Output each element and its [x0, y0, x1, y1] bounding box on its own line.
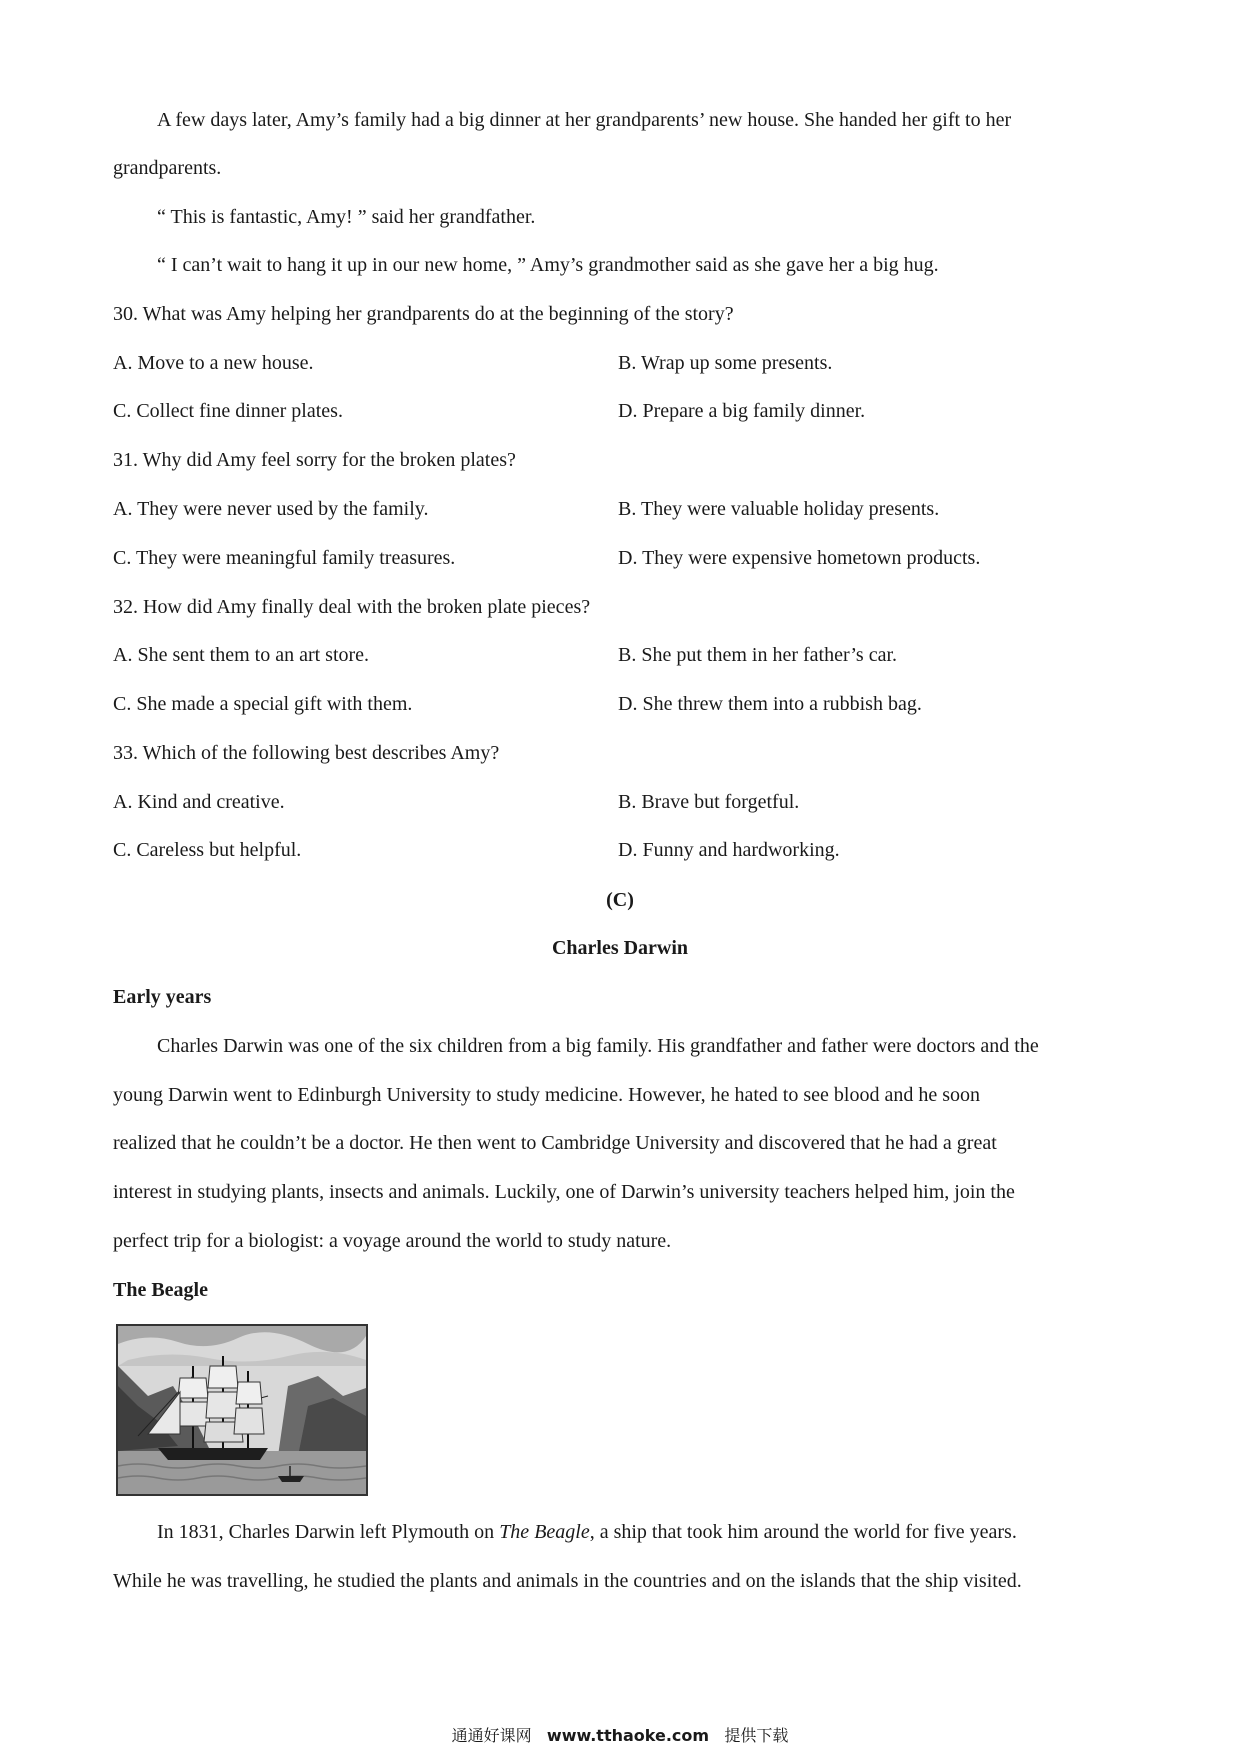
footer-suffix: 提供下载	[724, 1726, 789, 1745]
question-31-stem: 31. Why did Amy feel sorry for the broken plates?	[113, 449, 516, 471]
grandfather-quote: “ This is fantastic, Amy! ” said her grandfather.	[157, 206, 536, 228]
question-33-option-b: B. Brave but forgetful.	[618, 791, 800, 813]
footer-url[interactable]: www.tthaoke.com	[546, 1726, 710, 1745]
early-years-heading: Early years	[113, 986, 212, 1008]
beagle-line-1-start: In 1831, Charles Darwin left Plymouth on	[157, 1521, 500, 1543]
question-31-option-a: A. They were never used by the family.	[113, 498, 429, 520]
early-years-line-2: young Darwin went to Edinburgh University to study medicine. However, he hated to see blood and he soon	[113, 1084, 980, 1106]
beagle-line-1	[157, 1520, 1017, 1544]
early-years-line-1: Charles Darwin was one of the six children from a big family. His grandfather and father were doctors and the	[157, 1035, 1039, 1057]
question-32-option-d: D. She threw them into a rubbish bag.	[618, 693, 922, 715]
question-30-option-c: C. Collect fine dinner plates.	[113, 400, 343, 422]
page-footer	[0, 1726, 1240, 1746]
beagle-line-1-end: , a ship that took him around the world for five years.	[589, 1521, 1017, 1543]
question-31-option-d: D. They were expensive hometown products.	[618, 547, 981, 569]
article-title: Charles Darwin	[551, 937, 689, 959]
footer-site-name: 通通好课网	[451, 1726, 532, 1745]
question-32-option-c: C. She made a special gift with them.	[113, 693, 413, 715]
question-31-option-c: C. They were meaningful family treasures.	[113, 547, 456, 569]
question-33-option-d: D. Funny and hardworking.	[618, 839, 840, 861]
beagle-heading: The Beagle	[113, 1279, 208, 1301]
question-31-option-b: B. They were valuable holiday presents.	[618, 498, 940, 520]
section-label: (C)	[606, 889, 634, 911]
question-30-stem: 30. What was Amy helping her grandparents do at the beginning of the story?	[113, 303, 734, 325]
early-years-line-5: perfect trip for a biologist: a voyage around the world to study nature.	[113, 1230, 672, 1252]
story-paragraph-line-2: grandparents.	[113, 157, 222, 179]
question-30-option-d: D. Prepare a big family dinner.	[618, 400, 866, 422]
question-30-option-a: A. Move to a new house.	[113, 352, 314, 374]
beagle-line-2: While he was travelling, he studied the plants and animals in the countries and on the islands that the ship visited.	[113, 1570, 1022, 1592]
early-years-line-4: interest in studying plants, insects and animals. Luckily, one of Darwin’s university teachers helped him, join the	[113, 1181, 1015, 1203]
grandmother-quote: “ I can’t wait to hang it up in our new home, ” Amy’s grandmother said as she gave her a big hug.	[157, 254, 939, 276]
story-paragraph-line-1: A few days later, Amy’s family had a big dinner at her grandparents’ new house. She handed her gift to her	[157, 109, 1012, 131]
beagle-ship-image	[116, 1324, 368, 1496]
ship-name: The Beagle	[499, 1521, 590, 1543]
question-32-option-a: A. She sent them to an art store.	[113, 644, 370, 666]
question-32-stem: 32. How did Amy finally deal with the broken plate pieces?	[113, 596, 591, 618]
question-33-option-c: C. Careless but helpful.	[113, 839, 302, 861]
question-32-option-b: B. She put them in her father’s car.	[618, 644, 898, 666]
early-years-line-3: realized that he couldn’t be a doctor. He then went to Cambridge University and discovered that he had a great	[113, 1132, 997, 1154]
question-33-stem: 33. Which of the following best describes Amy?	[113, 742, 500, 764]
question-33-option-a: A. Kind and creative.	[113, 791, 285, 813]
question-30-option-b: B. Wrap up some presents.	[618, 352, 833, 374]
